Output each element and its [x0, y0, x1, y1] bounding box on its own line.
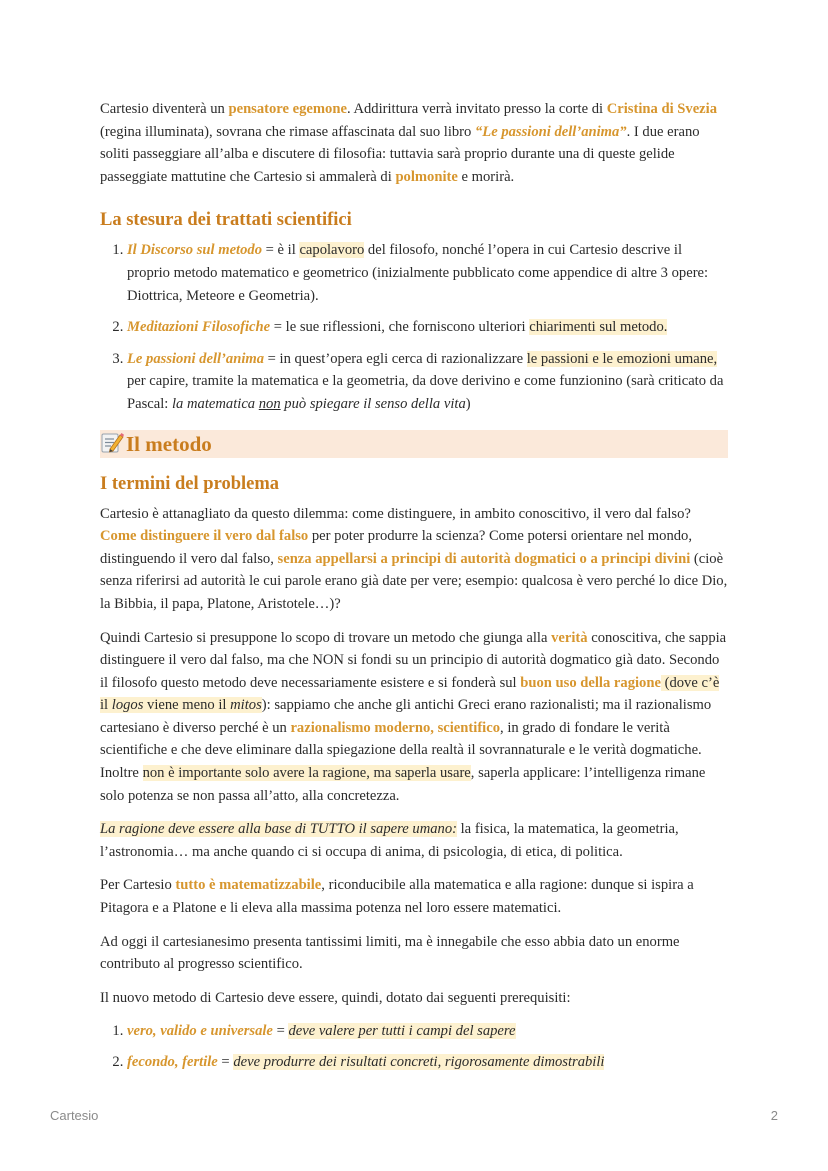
list-item: 1. vero, valido e universale = deve valere per tutti i campi del sapere [127, 1020, 728, 1043]
footer-title: Cartesio [50, 1108, 99, 1123]
works-list [100, 239, 728, 415]
page-number: 2 [770, 1108, 778, 1123]
paragraph: Per Cartesio tutto è matematizzabile, riconducibile alla matematica e alla ragione: dunque si ispira a Pitagora e a Platone e li eleva alla massima potenza nel loro essere matematici. [100, 877, 694, 917]
memo-icon [100, 430, 124, 454]
list-item: 2. fecondo, fertile = deve produrre dei risultati concreti, rigorosamente dimostrabili [127, 1051, 728, 1074]
section-heading-metodo: Il metodo [100, 430, 728, 458]
paragraph: Il nuovo metodo di Cartesio deve essere, quindi, dotato dai seguenti prerequisiti: [100, 989, 571, 1006]
paragraph: Ad oggi il cartesianesimo presenta tantissimi limiti, ma è innegabile che esso abbia dato un enorme contributo al progresso scientifico. [100, 933, 680, 973]
list-item: 2. Meditazioni Filosofiche = le sue riflessioni, che forniscono ulteriori chiarimenti sul metodo. [127, 316, 728, 339]
book-title: “Le passioni dell’anima” [474, 123, 627, 140]
list-item: 1. Il Discorso sul metodo = è il capolavoro del filosofo, nonché l’opera in cui Cartesio descrive il proprio metodo matematico e geometrico (inizialmente pubblicato come appendice di altre 3 opere: Diottrica, Meteore e Geometria). [127, 239, 728, 307]
list-item: 3. Le passioni dell’anima = in quest’opera egli cerca di razionalizzare le passioni e le emozioni umane, per capire, tramite la matematica e la geometria, da dove derivino e come funzionino (sarà criticato da Pascal: la matematica non può spiegare il senso della vita) [127, 348, 728, 416]
paragraph: Cartesio è attanagliato da questo dilemma: come distinguere, in ambito conoscitivo, il vero dal falso? Come distinguere il vero dal falso per poter produrre la scienza? Come potersi orientare nel mondo, distinguendo il vero dal falso, senza appellarsi a principi di autorità dogmatici o a principi divini (cioè senza riferirsi ad autorità le cui parole erano già date per vere; esempio: qualcosa è vero perché lo dice Dio, la Bibbia, il papa, Platone, Aristotele…)? [100, 505, 728, 612]
paragraph: Quindi Cartesio si presuppone lo scopo di trovare un metodo che giunga alla verità conoscitiva, che sappia distinguere il vero dal falso, ma che NON si fondi su un principio di autorità dogmatico già dato. Secondo il filosofo questo metodo deve necessariamente esistere e si fonderà sul buon uso della ragione (dove c’è il logos viene meno il mitos): sappiamo che anche gli antichi Greci erano razionalisti; ma il razionalismo cartesiano è diverso perché è un razionalismo moderno, scientifico, in grado di fondare le verità scientifiche e che deve eliminare dalla spiegazione della realtà il sovrannaturale e le verità dogmatiche. Inoltre non è importante solo avere la ragione, ma saperla usare, saperla applicare: l’intelligenza rimane solo potenza se non passa all’atto, alla concretezza. [100, 629, 727, 804]
prerequisites-list [100, 1020, 728, 1073]
keyword: Cristina di Svezia [606, 101, 717, 117]
keyword: polmonite [395, 168, 458, 185]
keyword: pensatore egemone [228, 101, 347, 117]
intro-paragraph: Cartesio diventerà un pensatore egemone. Addirittura verrà invitato presso la corte di Cristina di Svezia (regina illuminata), sovrana che rimase affascinata dal suo libro “Le passioni dell’anima”. I due erano soliti passeggiare all’alba e discutere di filosofia: tuttavia sarà proprio durante una di queste gelide passeggiate mattutine che Cartesio si ammalerà di polmonite e morirà. [100, 101, 717, 185]
paragraph: La ragione deve essere alla base di TUTTO il sapere umano: la fisica, la matematica, la geometria, l’astronomia… ma anche quando ci si occupa di anima, di psicologia, di etica, di politica. [100, 821, 679, 860]
section-heading-trattati: La stesura dei trattati scientifici [100, 210, 352, 231]
document-page [100, 98, 728, 1085]
subheading-problema: I termini del problema [100, 473, 279, 494]
